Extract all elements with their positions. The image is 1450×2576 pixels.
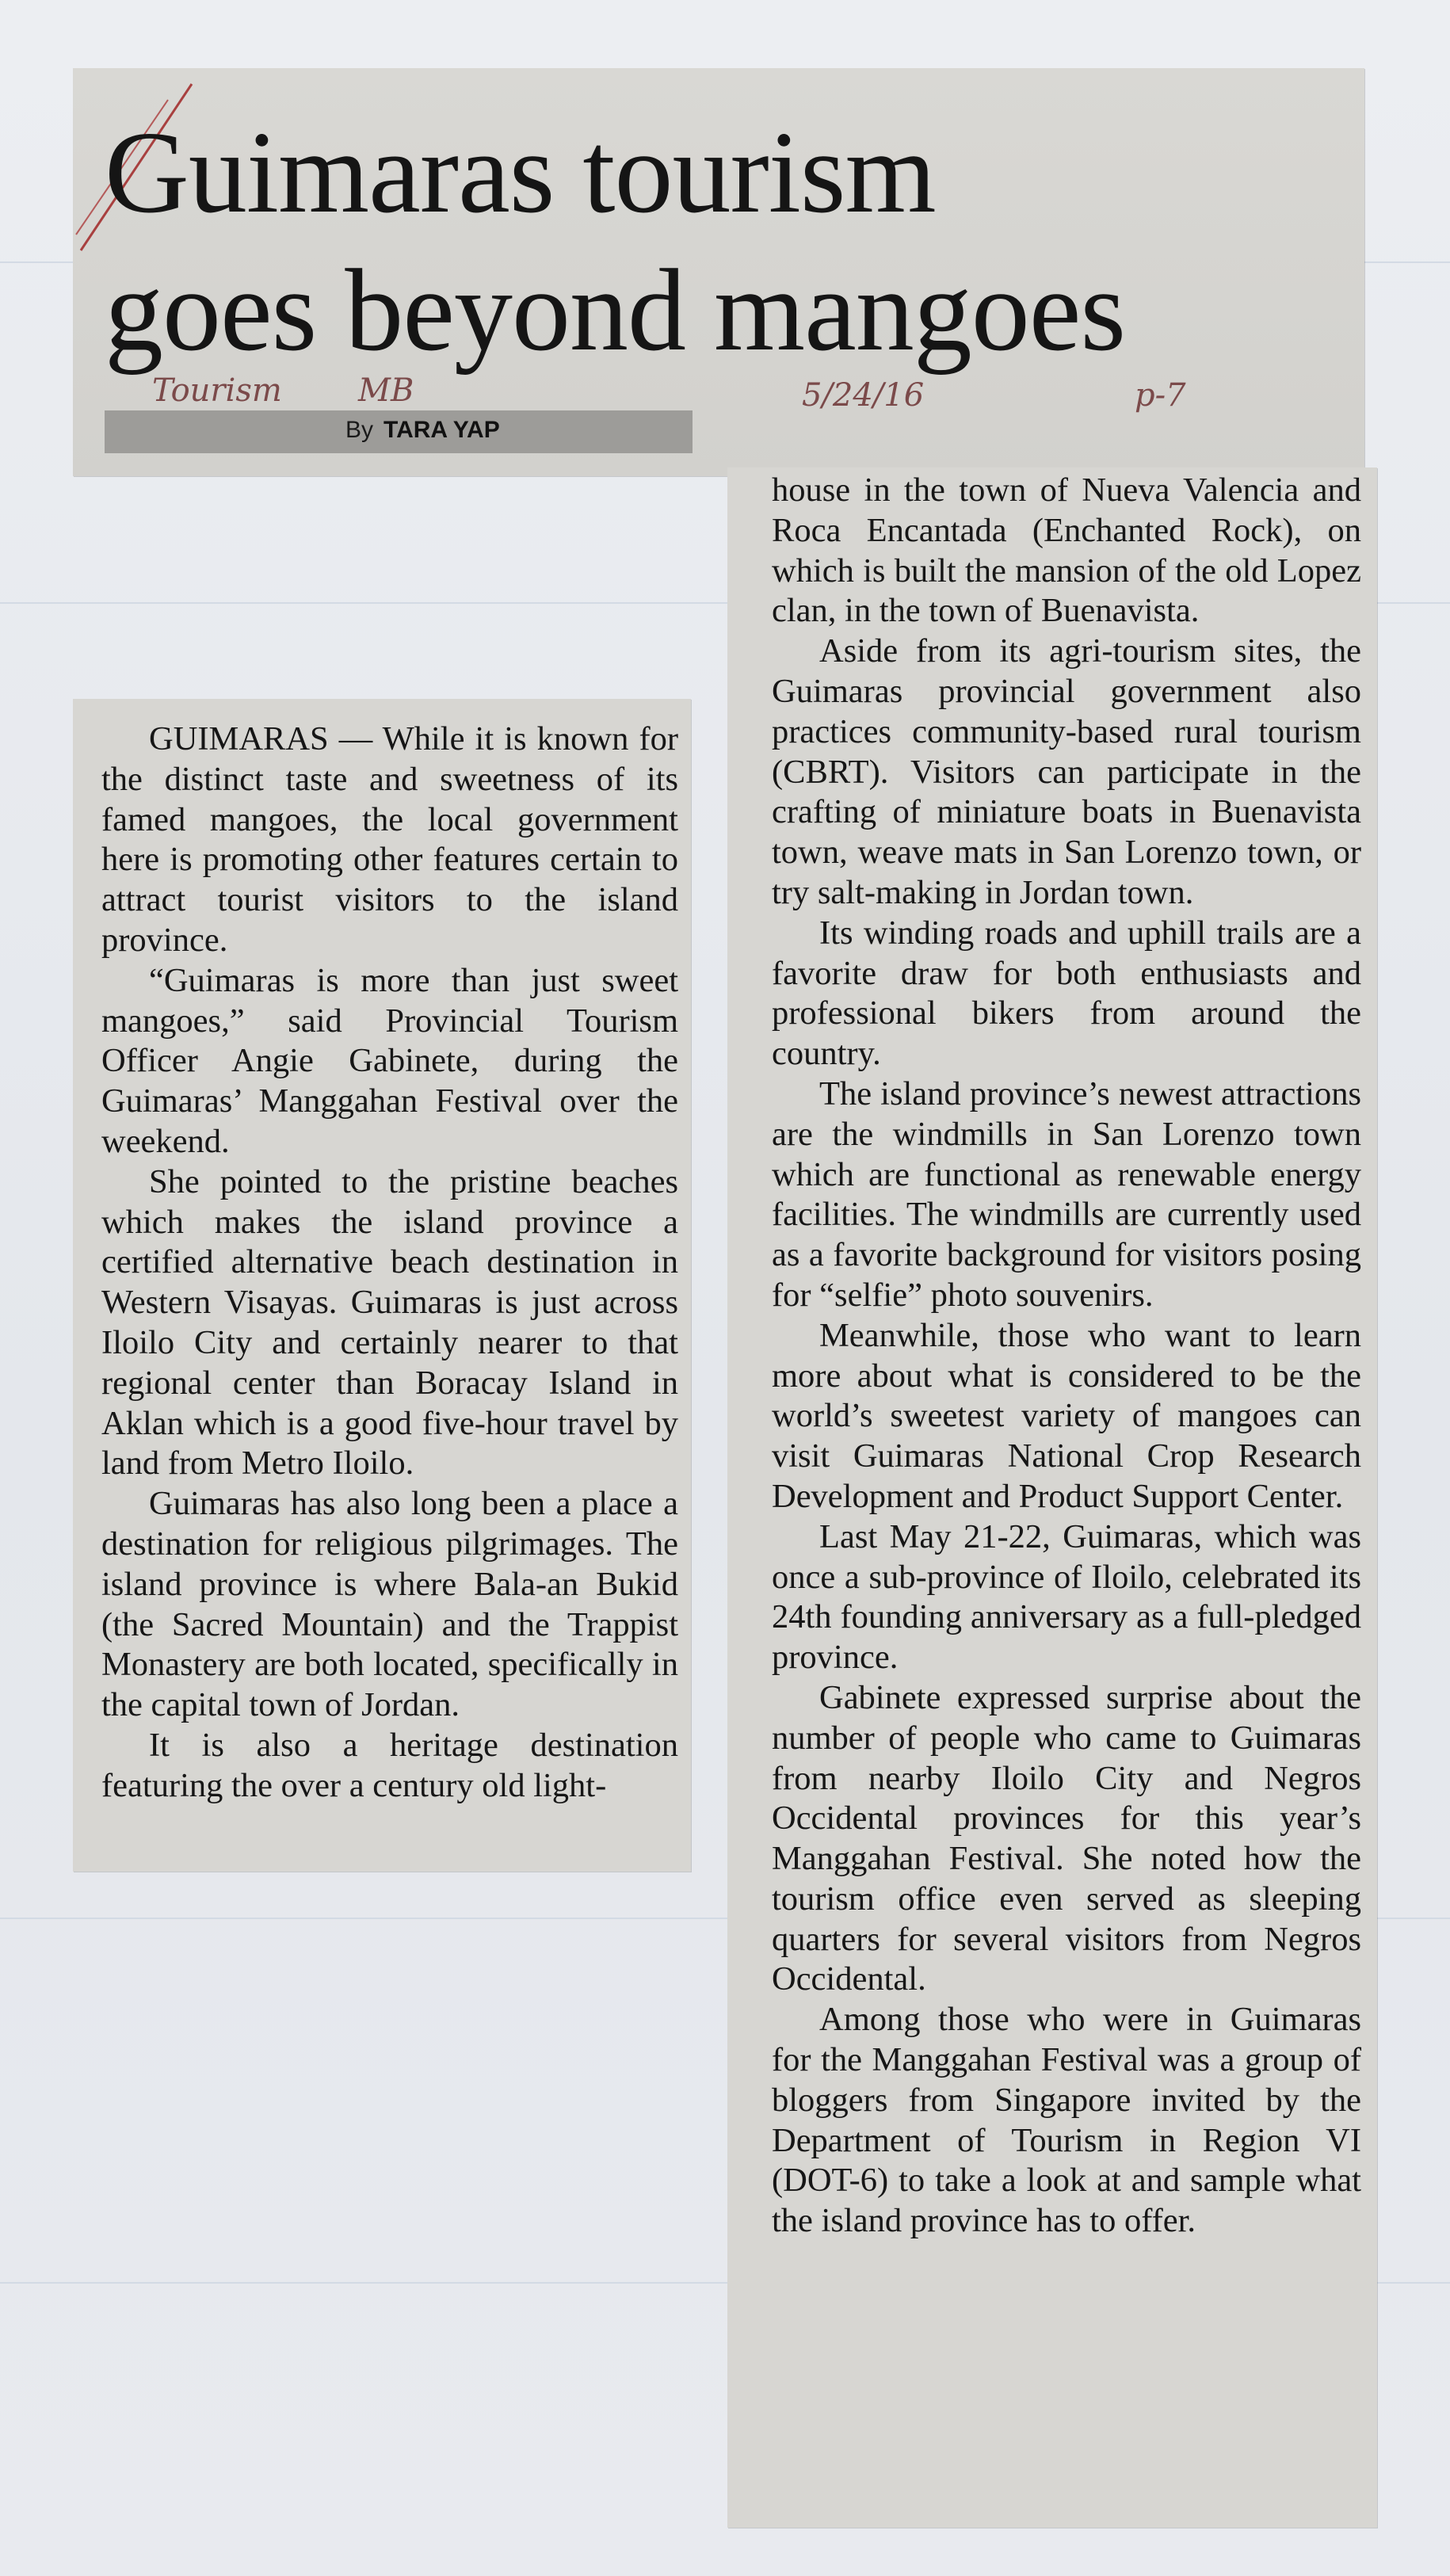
- article-paragraph: Meanwhile, those who want to learn more about what is considered to be the world’s sweetest variety of mangoes can visit Guimaras National Crop Research Development and Product Support Center.: [772, 1316, 1361, 1515]
- article-column-right: [727, 467, 1377, 2528]
- article-paragraph: “Guimaras is more than just sweet mangoes,” said Provincial Tourism Officer Angie Gabinete, during the Guimaras’ Manggahan Festival over the weekend.: [101, 961, 678, 1160]
- article-column-left: [73, 699, 691, 1872]
- article-paragraph: house in the town of Nueva Valencia and Roca Encantada (Enchanted Rock), on which is built the mansion of the old Lopez clan, in the town of Buenavista.: [772, 471, 1361, 630]
- article-paragraph: Aside from its agri-tourism sites, the Guimaras provincial government also practices community-based rural tourism (CBRT). Visitors can participate in the crafting of miniature boats in Buenavista town, weave mats in San Lorenzo town, or try salt-making in Jordan town.: [772, 632, 1361, 911]
- handwritten-page-note: p-7: [1135, 377, 1186, 414]
- byline-bar: [105, 410, 693, 453]
- right-column-text: [772, 471, 1361, 2242]
- article-paragraph: Gabinete expressed surprise about the number of people who came to Guimaras from nearby Iloilo City and Negros Occidental provinces for this year’s Manggahan Festival. She noted how the tourism office even served as sleeping quarters for several visitors from Negros Occidental.: [772, 1678, 1361, 1998]
- headline-line-2: goes beyond mangoes: [105, 246, 1126, 376]
- article-paragraph: Its winding roads and uphill trails are a favorite draw for both enthusiasts and professional bikers from around the country.: [772, 914, 1361, 1073]
- byline-prefix: By: [345, 417, 374, 443]
- headline-line-1: Guimaras tourism: [105, 108, 936, 238]
- article-paragraph: Guimaras has also long been a place a destination for religious pilgrimages. The island province is where Bala-an Bukid (the Sacred Mountain) and the Trappist Monastery are both located, specifically in the capital town of Jordan.: [101, 1485, 678, 1724]
- headline-clipping: [73, 68, 1364, 476]
- article-paragraph: Among those who were in Guimaras for the Manggahan Festival was a group of bloggers from Singapore invited by the Department of Tourism in Region VI (DOT-6) to take a look at and sample what the island province has to offer.: [772, 2001, 1361, 2240]
- handwritten-date-note: 5/24/16: [802, 377, 925, 414]
- byline-author: TARA YAP: [383, 417, 500, 443]
- article-paragraph: It is also a heritage destination featuring the over a century old light-: [101, 1726, 678, 1804]
- handwritten-paper-note: MB: [358, 372, 414, 409]
- article-paragraph: Last May 21-22, Guimaras, which was once a sub-province of Iloilo, celebrated its 24th founding anniversary as a full-pledged province.: [772, 1517, 1361, 1677]
- handwritten-source-note: Tourism: [152, 372, 282, 409]
- left-column-text: [101, 719, 678, 1807]
- article-paragraph: The island province’s newest attractions are the windmills in San Lorenzo town which are functional as renewable energy facilities. The windmills are currently used as a favorite background for visitors posing for “selfie” photo souvenirs.: [772, 1074, 1361, 1314]
- article-paragraph: GUIMARAS — While it is known for the distinct taste and sweetness of its famed mangoes, the local government here is promoting other features certain to attract tourist visitors to the island province.: [101, 720, 678, 959]
- article-paragraph: She pointed to the pristine beaches which makes the island province a certified alternative beach destination in Western Visayas. Guimaras is just across Iloilo City and certainly nearer to that regional center than Boracay Island in Aklan which is a good five-hour travel by land from Metro Iloilo.: [101, 1162, 678, 1483]
